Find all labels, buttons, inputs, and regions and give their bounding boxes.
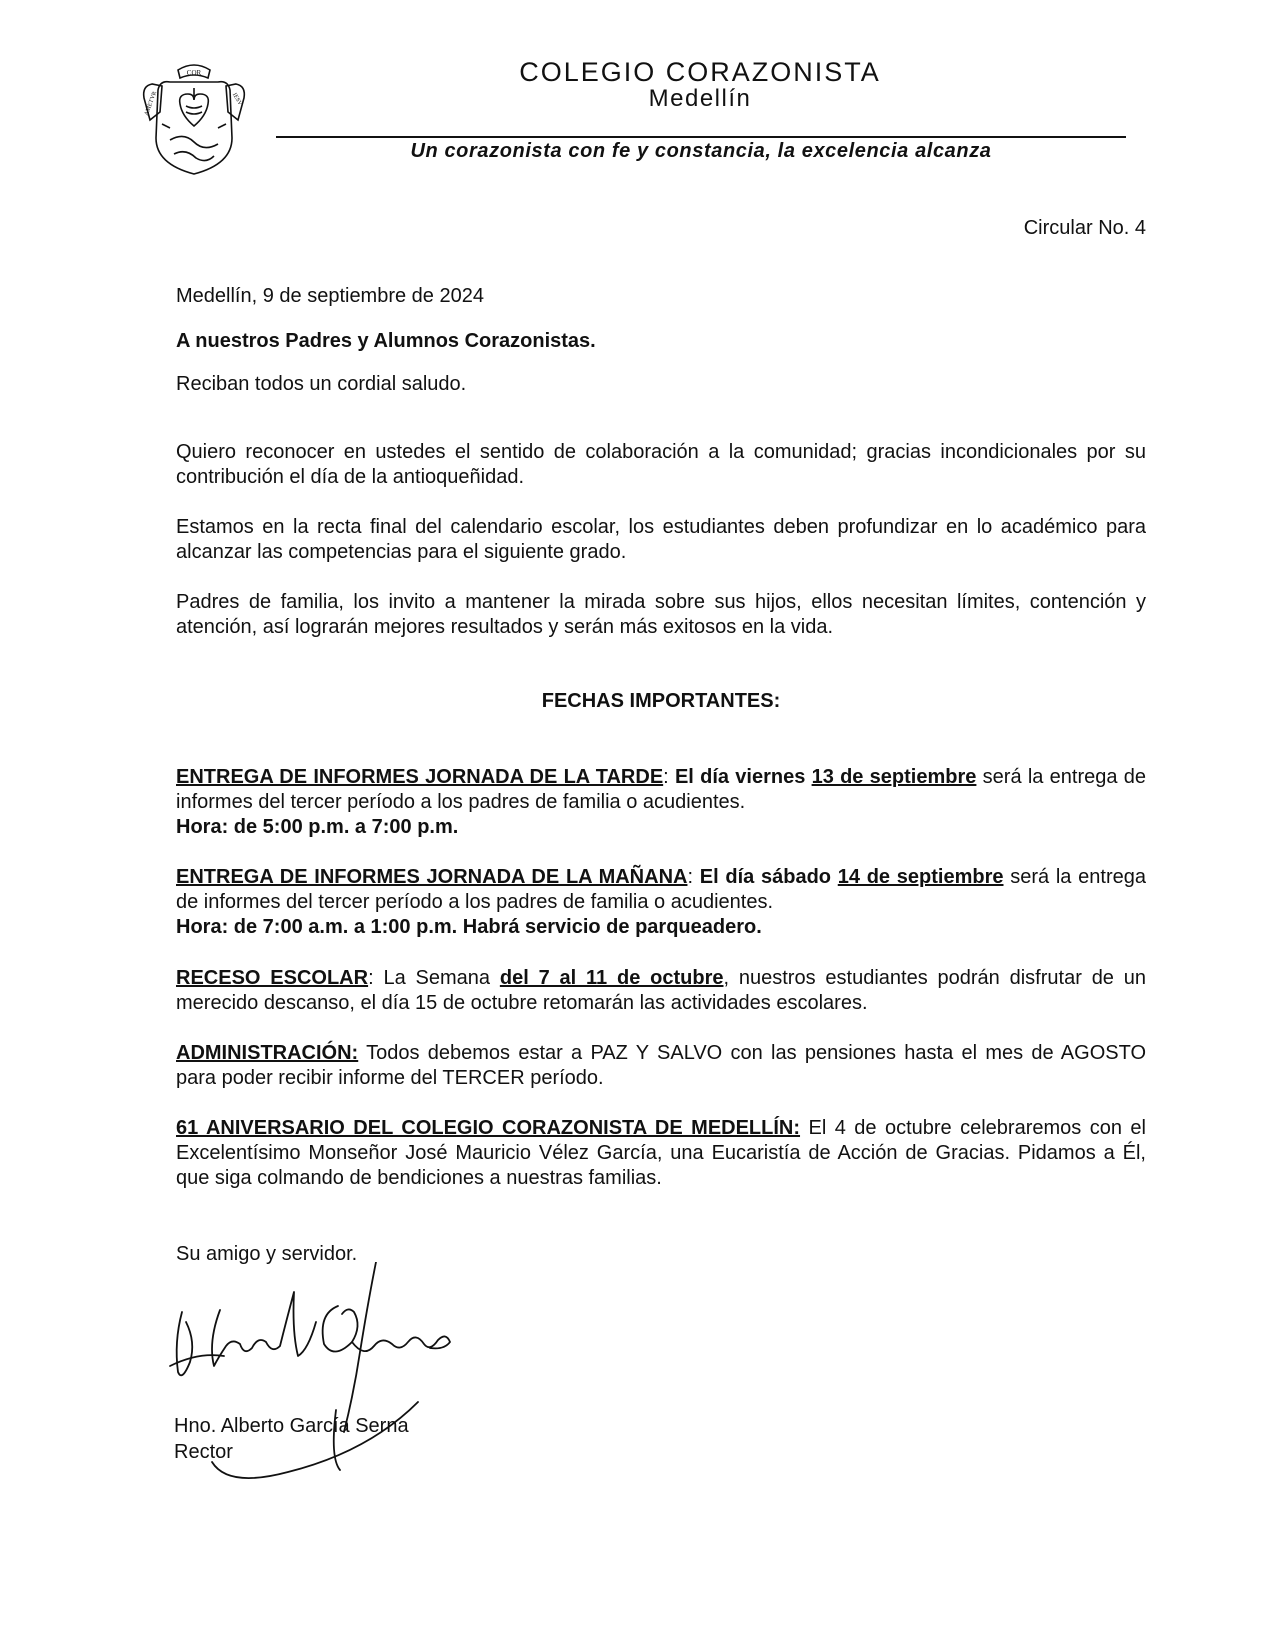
item-tarde-heading: ENTREGA DE INFORMES JORNADA DE LA TARDE: [176, 766, 664, 788]
paragraph-parents: Padres de familia, los invito a mantener la mirada sobre sus hijos, ellos necesitan límites, contención y atención, así lograrán mejores resultados y serán más exitosos en la vida.: [176, 591, 1146, 638]
item-manana-hours: Hora: de 7:00 a.m. a 1:00 p.m. Habrá servicio de parqueadero.: [176, 916, 762, 938]
school-city: Medellín: [648, 85, 752, 112]
crest-motto-right: IESV: [230, 92, 243, 107]
item-aniversario-heading: 61 ANIVERSARIO DEL COLEGIO CORAZONISTA DE MEDELLÍN:: [176, 1117, 801, 1139]
item-receso-heading: RECESO ESCOLAR: [176, 967, 369, 989]
crest-motto-cor: COR: [186, 69, 202, 77]
closing-line: Su amigo y servidor.: [176, 1243, 358, 1265]
item-informes-manana: ENTREGA DE INFORMES JORNADA DE LA MAÑANA: El día sábado 14 de septiembre será la entrega de informes del tercer período a los padres de familia o acudientes.: [176, 866, 1146, 913]
signer-name: Hno. Alberto García Serna: [174, 1415, 409, 1437]
item-manana-heading: ENTREGA DE INFORMES JORNADA DE LA MAÑANA: [176, 866, 688, 888]
salutation: A nuestros Padres y Alumnos Corazonistas.: [176, 330, 596, 352]
item-tarde-lead: El día viernes: [674, 766, 806, 788]
item-aniversario-text: El 4 de octubre celebraremos con el Excelentísimo Monseñor José Mauricio Vélez García, una Eucaristía de Acción de Gracias. Pidamos a Él, que siga colmando de bendiciones a nuestras familias.: [176, 1117, 1146, 1189]
paragraph-gratitude: Quiero reconocer en ustedes el sentido de colaboración a la comunidad; gracias incondicionales por su contribución el día de la antioqueñidad.: [176, 441, 1146, 488]
date-line: Medellín, 9 de septiembre de 2024: [176, 285, 484, 307]
crest-motto-left: AMETVR: [143, 90, 159, 117]
signer-role: Rector: [174, 1441, 233, 1463]
item-informes-tarde: ENTREGA DE INFORMES JORNADA DE LA TARDE: El día viernes 13 de septiembre será la entrega de informes del tercer período a los padres de familia o acudientes.: [176, 766, 1146, 813]
item-administracion-text: Todos debemos estar a PAZ Y SALVO con las pensiones hasta el mes de AGOSTO para poder recibir informe del TERCER período.: [176, 1042, 1147, 1089]
item-receso-text: , nuestros estudiantes podrán disfrutar de un merecido descanso, el día 15 de octubre retomarán las actividades escolares.: [176, 967, 1147, 1014]
item-tarde-text: será la entrega de informes del tercer período a los padres de familia o acudientes.: [176, 766, 1146, 813]
school-crest-logo: [140, 60, 248, 178]
paragraph-academic: Estamos en la recta final del calendario escolar, los estudiantes deben profundizar en lo académico para alcanzar las competencias para el siguiente grado.: [176, 516, 1146, 563]
item-manana-lead: El día sábado: [699, 866, 832, 888]
item-manana-date: 14 de septiembre: [837, 866, 1004, 888]
circular-number: Circular No. 4: [1023, 217, 1146, 239]
item-manana-text: será la entrega de informes del tercer período a los padres de familia o acudientes.: [176, 866, 1146, 913]
school-motto: Un corazonista con fe y constancia, la excelencia alcanza: [410, 140, 992, 162]
item-receso: RECESO ESCOLAR: La Semana del 7 al 11 de octubre, nuestros estudiantes podrán disfrutar de un merecido descanso, el día 15 de octubre retomarán las actividades escolares.: [176, 967, 1147, 1014]
greeting: Reciban todos un cordial saludo.: [176, 373, 467, 395]
item-receso-lead: La Semana: [383, 967, 491, 989]
item-administracion: [176, 1041, 1146, 1091]
item-tarde-date: 13 de septiembre: [811, 766, 977, 788]
item-aniversario: [176, 1116, 1146, 1191]
school-name: COLEGIO CORAZONISTA: [519, 57, 881, 87]
item-receso-dates: del 7 al 11 de octubre: [499, 967, 724, 989]
item-administracion-heading: ADMINISTRACIÓN:: [176, 1042, 359, 1064]
section-title: FECHAS IMPORTANTES:: [541, 690, 781, 712]
item-tarde-hours: Hora: de 5:00 p.m. a 7:00 p.m.: [176, 816, 459, 838]
